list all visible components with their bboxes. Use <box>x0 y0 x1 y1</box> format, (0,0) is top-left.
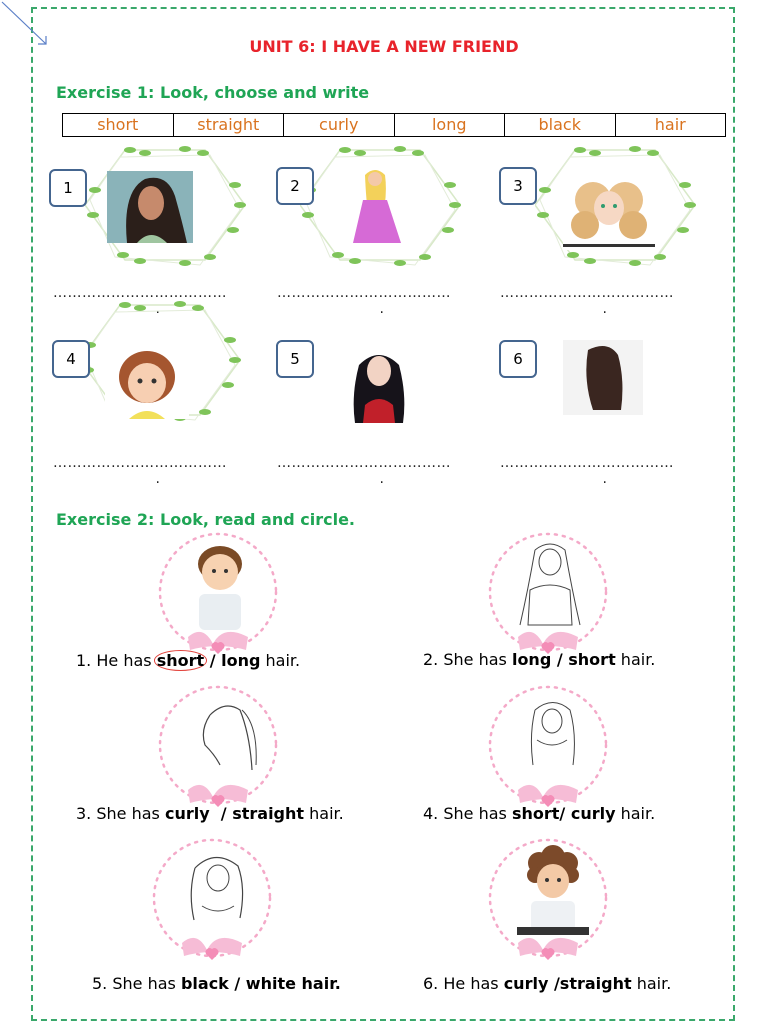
sentence: 2. She has long / short hair. <box>423 650 656 669</box>
exercise1-heading: Exercise 1: Look, choose and write <box>56 83 370 102</box>
girl-wavy-hair-outline-picture <box>180 848 255 928</box>
answer-option[interactable]: short <box>511 804 560 823</box>
answer-option[interactable]: curly <box>503 974 549 993</box>
short-hair-picture <box>105 347 189 419</box>
answer-option[interactable]: white <box>245 974 296 993</box>
black-hair-picture <box>345 345 413 423</box>
answer-option[interactable]: long <box>221 651 261 670</box>
long-brown-hair-picture <box>563 340 643 415</box>
answer-line[interactable]: ……………………………… . <box>500 455 674 487</box>
answer-line[interactable]: ……………………………… . <box>53 285 227 317</box>
item-number: 6 <box>499 340 537 378</box>
girl-curly-hair-outline-picture <box>515 695 590 780</box>
answer-line[interactable]: ……………………………… . <box>500 285 674 317</box>
girl-straight-hair-outline-picture <box>180 695 265 780</box>
long-hair-princess-picture <box>345 165 407 247</box>
sentence: 6. He has curly /straight hair. <box>423 974 672 993</box>
answer-line[interactable]: ……………………………… . <box>277 455 451 487</box>
word-bank-item: long <box>395 114 506 136</box>
answer-option[interactable]: short <box>154 650 207 671</box>
sentence: 3. She has curly / straight hair. <box>76 804 344 823</box>
answer-line[interactable]: ……………………………… . <box>277 285 451 317</box>
sentence: 4. She has short/ curly hair. <box>423 804 656 823</box>
answer-option[interactable]: straight <box>559 974 632 993</box>
sentence: 1. He has short / long hair. <box>76 651 301 670</box>
word-bank-item: short <box>63 114 174 136</box>
girl-long-hair-outline-picture <box>510 540 590 630</box>
answer-line[interactable]: ……………………………… . <box>53 455 227 487</box>
curly-hair-picture <box>563 170 655 250</box>
item-number: 4 <box>52 340 90 378</box>
long-straight-hair-picture <box>107 171 193 243</box>
item-number: 1 <box>49 169 87 207</box>
answer-option[interactable]: straight <box>232 804 305 823</box>
word-bank-item: black <box>505 114 616 136</box>
answer-option[interactable]: curly <box>570 804 616 823</box>
sentence: 5. She has black / white hair. <box>92 974 341 993</box>
answer-option[interactable]: long <box>511 650 552 669</box>
answer-option[interactable]: short <box>568 650 616 669</box>
answer-option[interactable]: black <box>180 974 229 993</box>
item-number: 2 <box>276 167 314 205</box>
boy-curly-hair-picture <box>515 845 590 937</box>
answer-option[interactable]: curly <box>164 804 210 823</box>
boy-short-hair-picture <box>185 540 255 635</box>
word-bank-item: hair <box>654 115 686 134</box>
item-number: 3 <box>499 167 537 205</box>
item-number: 5 <box>276 340 314 378</box>
word-bank-item: curly <box>284 114 395 136</box>
exercise2-heading: Exercise 2: Look, read and circle. <box>56 510 356 529</box>
word-bank <box>62 113 726 137</box>
page-title: UNIT 6: I HAVE A NEW FRIEND <box>249 37 519 56</box>
word-bank-item: straight <box>174 114 285 136</box>
